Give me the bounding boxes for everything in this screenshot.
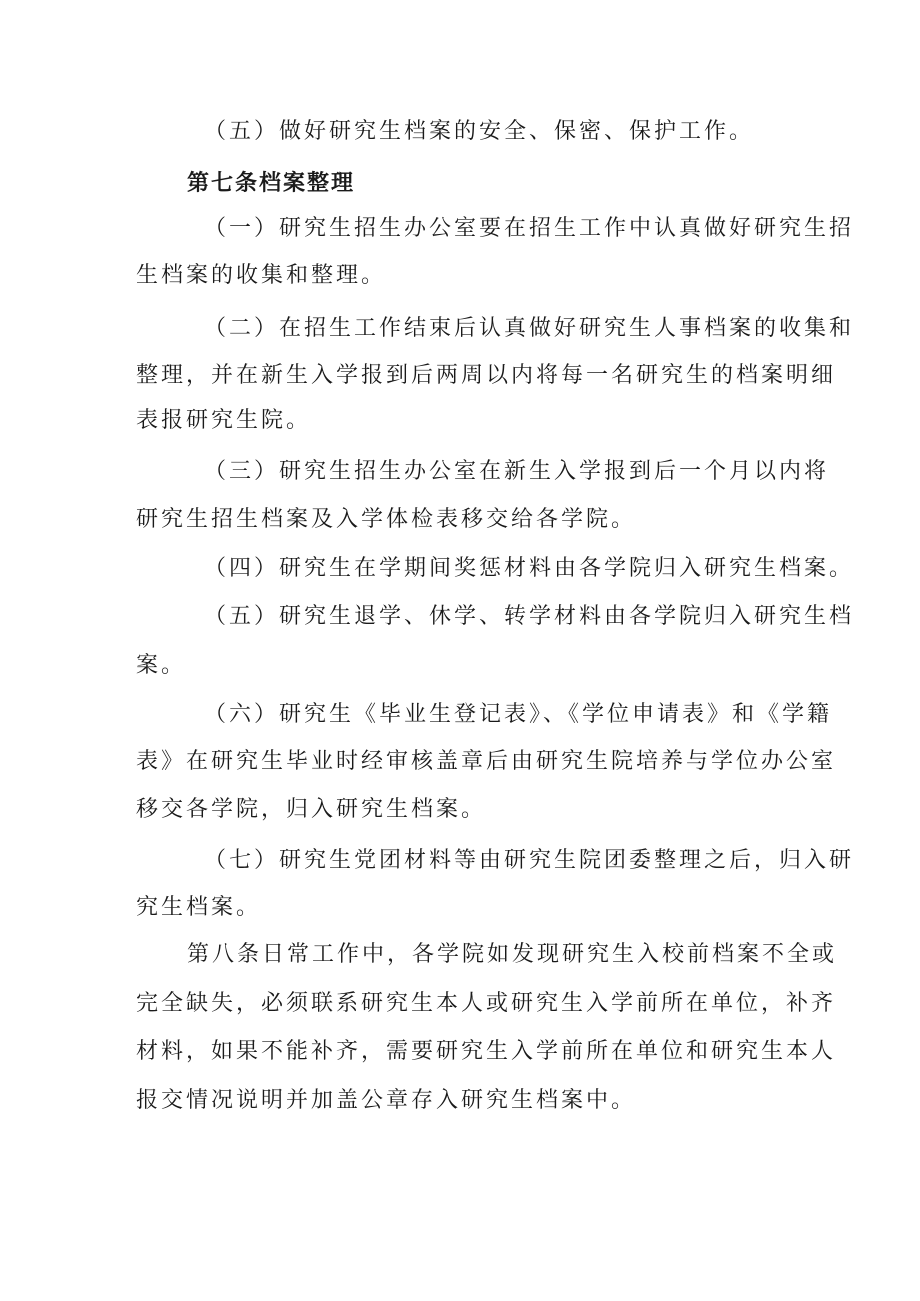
paragraph-line-8: （三）研究生招生办公室在新生入学报到后一个月以内将	[204, 459, 830, 484]
paragraph-line-6: 整理，并在新生入学报到后两周以内将每一名研究生的档案明细	[136, 363, 837, 388]
paragraph-line-14: 表》在研究生毕业时经审核盖章后由研究生院培养与学位办公室	[136, 749, 837, 774]
paragraph-line-20: 材料，如果不能补齐，需要研究生入学前所在单位和研究生本人	[136, 1039, 837, 1064]
article-7-heading: 第七条档案整理	[187, 170, 356, 196]
paragraph-line-21: 报交情况说明并加盖公章存入研究生档案中。	[136, 1088, 637, 1113]
paragraph-line-12: 案。	[136, 653, 187, 678]
paragraph-line-9: 研究生招生档案及入学体检表移交给各学院。	[136, 507, 637, 532]
paragraph-line-5: （二）在招生工作结束后认真做好研究生人事档案的收集和	[204, 316, 855, 341]
paragraph-line-7: 表报研究生院。	[136, 408, 312, 433]
paragraph-line-11: （五）研究生退学、休学、转学材料由各学院归入研究生档	[204, 604, 855, 629]
paragraph-line-4: 生档案的收集和整理。	[136, 263, 387, 288]
paragraph-line-1: （五）做好研究生档案的安全、保密、保护工作。	[204, 119, 755, 144]
paragraph-line-13: （六）研究生《毕业生登记表》、《学位申请表》和《学籍	[204, 702, 833, 727]
paragraph-line-16: （七）研究生党团材料等由研究生院团委整理之后，归入研	[204, 848, 855, 873]
paragraph-line-3: （一）研究生招生办公室要在招生工作中认真做好研究生招	[204, 216, 855, 241]
paragraph-line-19: 完全缺失，必须联系研究生本人或研究生入学前所在单位，补齐	[136, 991, 837, 1016]
paragraph-line-17: 究生档案。	[136, 895, 262, 920]
paragraph-line-15: 移交各学院，归入研究生档案。	[136, 797, 487, 822]
article-8-line-1: 第八条日常工作中，各学院如发现研究生入校前档案不全或	[187, 942, 838, 967]
paragraph-line-10: （四）研究生在学期间奖惩材料由各学院归入研究生档案。	[204, 556, 855, 581]
